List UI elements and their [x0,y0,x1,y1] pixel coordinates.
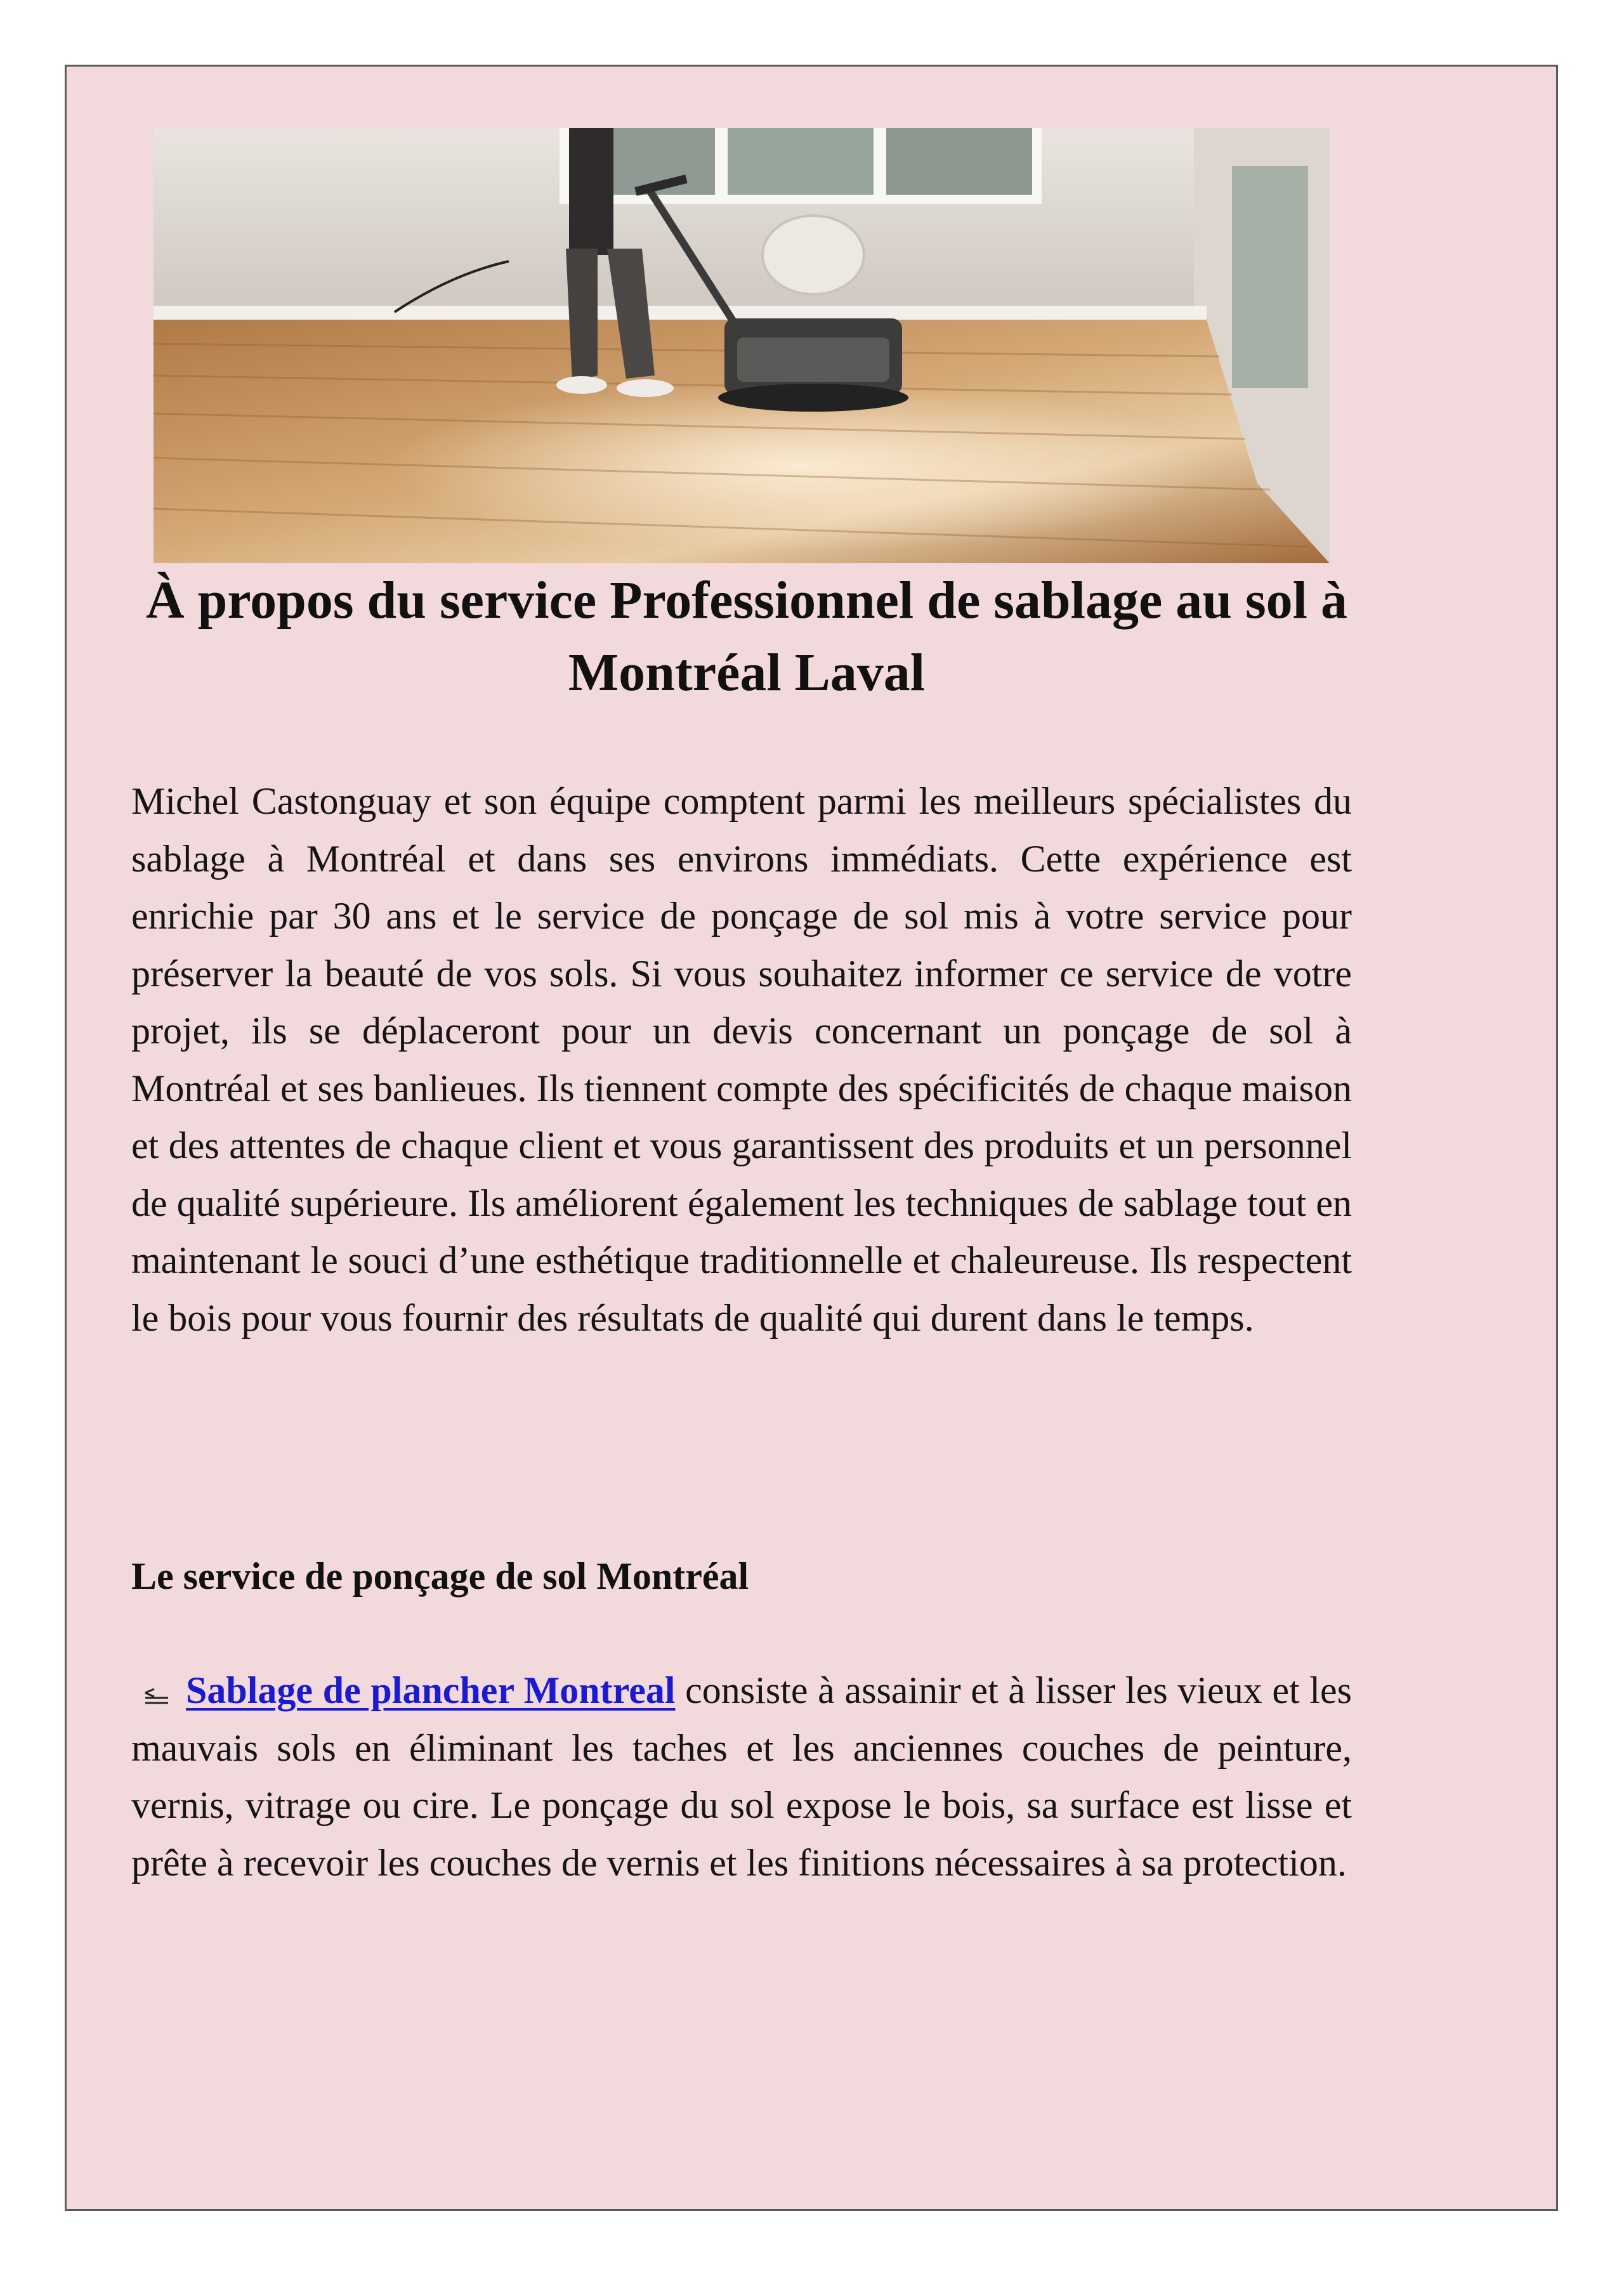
hero-image [154,128,1330,563]
sablage-link[interactable]: Sablage de plancher Montreal [186,1669,676,1711]
service-paragraph [131,1662,1352,1891]
intro-paragraph: Michel Castonguay et son équipe comptent parmi les meilleurs spécialistes du sablage à Montréal et dans ses environs immédiats. Cette expérience est enrichie par 30 ans et le service de ponçage de sol mis à votre service pour préserver la beauté de vos sols. Si vous souhaitez informer ce service de votre projet, ils se déplaceront pour un devis concernant un ponçage de sol à Montréal et ses banlieues. Ils tiennent compte des spécificités de chaque maison et des attentes de chaque client et vous garantissent des produits et un personnel de qualité supérieure. Ils améliorent également les techniques de sablage tout en maintenant le souci d’une esthétique traditionnelle et chaleureuse. Ils respectent le bois pour vous fournir des résultats de qualité qui durent dans le temps. [131,780,1352,1339]
service-paragraph-text: consiste à assainir et à lisser les vieux et les mauvais sols en éliminant les taches et les anciennes couches de peinture, vernis, vitrage ou cire. Le ponçage du sol expose le bois, sa surface est lisse et prête à recevoir les couches de vernis et les finitions nécessaires à sa protection. [131,1669,1352,1884]
page-title: À propos du service Professionnel de sablage au sol à Montréal Laval [145,571,1348,702]
list-bullet-icon [141,1686,172,1706]
section-heading: Le service de ponçage de sol Montréal [131,1555,749,1597]
floor-sanding-photo [154,128,1330,563]
